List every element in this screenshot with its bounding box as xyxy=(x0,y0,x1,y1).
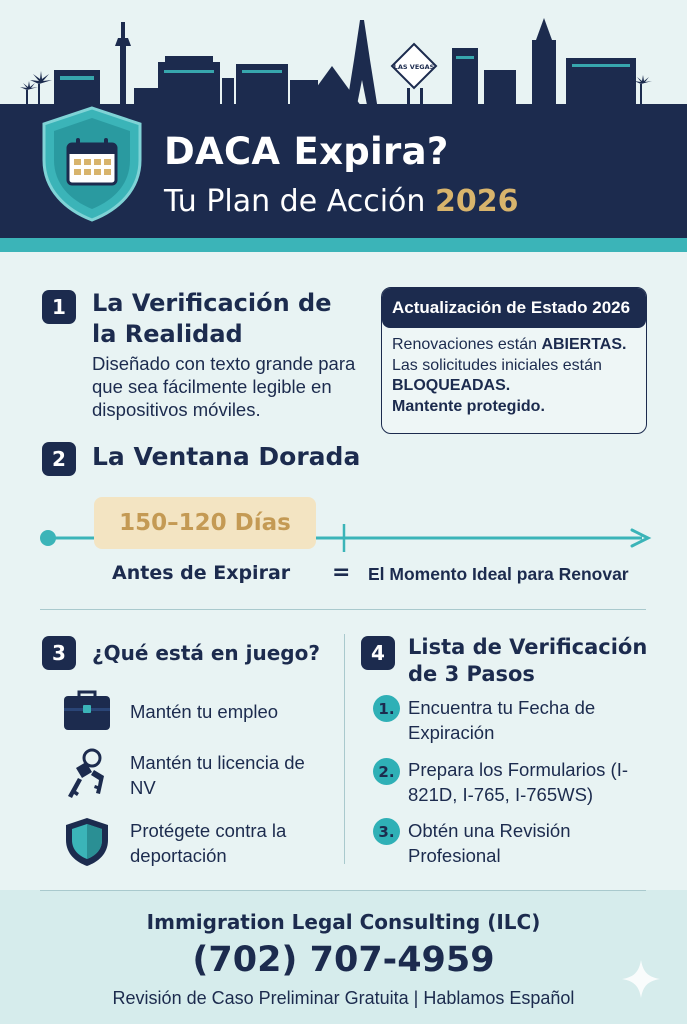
status-open-text: ABIERTAS. xyxy=(541,336,627,353)
shield-calendar-icon xyxy=(38,104,146,224)
section-3-badge: 3 xyxy=(42,636,76,670)
step-2-number: 2. xyxy=(373,758,400,785)
section-1-title-line1: La Verificación de xyxy=(92,289,332,317)
phone-number[interactable]: (702) 707-4959 xyxy=(192,940,495,980)
status-line-1-text: Renovaciones están xyxy=(392,336,542,353)
page-title: DACA Expira? xyxy=(164,130,449,173)
page-subtitle xyxy=(164,184,518,219)
footer-note: Revisión de Caso Preliminar Gratuita | Hablamos Español xyxy=(112,988,575,1008)
shield-icon xyxy=(64,816,110,868)
step-2-text: Prepara los Formularios (I-821D, I-765, I-765WS) xyxy=(408,759,629,805)
status-line-4 xyxy=(392,397,636,418)
stake-item-employment: Mantén tu empleo xyxy=(130,701,279,722)
ideal-moment-label: El Momento Ideal para Renovar xyxy=(368,564,629,584)
section-1-description: Diseñado con texto grande para que sea fácilmente legible en dispositivos móviles. xyxy=(92,353,356,420)
company-name: Immigration Legal Consulting (ILC) xyxy=(146,910,541,934)
footer-divider xyxy=(40,890,646,891)
section-3-title: ¿Qué está en juego? xyxy=(92,641,320,665)
before-expiring-label: Antes de Expirar xyxy=(112,562,291,584)
status-update-box xyxy=(381,287,647,434)
section-divider xyxy=(40,609,646,610)
section-1-badge: 1 xyxy=(42,290,76,324)
status-line-3 xyxy=(392,376,636,397)
skyline-sign-text: LAS VEGAS xyxy=(393,63,435,71)
step-1-number: 1. xyxy=(373,695,400,722)
subtitle-text: Tu Plan de Acción xyxy=(164,184,426,219)
status-box-body xyxy=(382,328,646,417)
status-box-header: Actualización de Estado 2026 xyxy=(382,288,646,328)
section-1-title xyxy=(92,288,332,350)
briefcase-icon xyxy=(62,688,112,732)
subtitle-year: 2026 xyxy=(434,184,519,219)
header-accent-stripe xyxy=(0,238,687,252)
equals-sign: = xyxy=(332,560,351,585)
section-4-title-line1: Lista de Verificación xyxy=(408,635,648,659)
status-line-1 xyxy=(392,335,636,356)
section-4-title-line2: de 3 Pasos xyxy=(408,662,535,686)
status-blocked-text: BLOQUEADAS. xyxy=(392,377,511,394)
section-4-badge: 4 xyxy=(361,636,395,670)
step-3-text: Obtén una Revisión Profesional xyxy=(408,820,571,866)
section-4-title xyxy=(408,634,647,688)
step-1-text: Encuentra tu Fecha de Expiración xyxy=(408,697,596,743)
keys-icon xyxy=(62,748,112,800)
section-2-title: La Ventana Dorada xyxy=(92,442,361,471)
section-1-title-line2: la Realidad xyxy=(92,320,243,348)
stake-item-deportation: Protégete contra la deportación xyxy=(130,820,287,866)
column-divider xyxy=(344,634,345,864)
stake-item-license: Mantén tu licencia de NV xyxy=(130,752,305,798)
section-2-badge: 2 xyxy=(42,442,76,476)
golden-window-pill: 150–120 Días xyxy=(94,497,316,549)
las-vegas-skyline-illustration xyxy=(0,0,687,112)
status-line-2: Las solicitudes iniciales están xyxy=(392,356,602,374)
status-protected-text: Mantente protegido. xyxy=(392,397,545,415)
step-3-number: 3. xyxy=(373,818,400,845)
sparkle-icon xyxy=(620,958,662,1000)
